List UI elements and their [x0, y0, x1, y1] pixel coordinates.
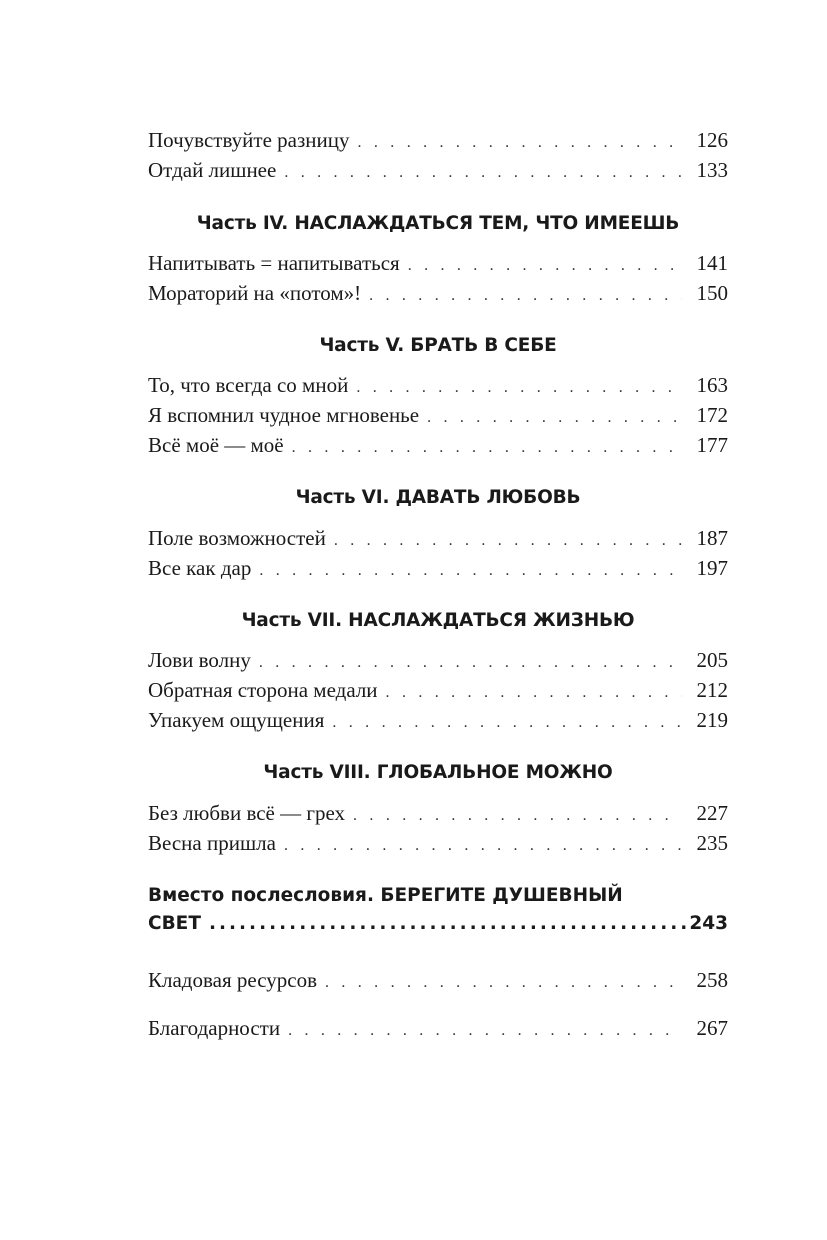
dot-leader	[332, 708, 682, 738]
toc-entry-page: 267	[696, 1016, 728, 1040]
toc-entry-page: 212	[696, 678, 728, 702]
part-heading: Часть V. БРАТЬ В СЕБЕ	[319, 335, 557, 356]
dot-leader	[259, 648, 682, 678]
toc-entry[interactable]	[148, 278, 728, 308]
dot-leader	[408, 251, 682, 281]
toc-entry-title: Без любви всё — грех	[148, 801, 346, 825]
toc-entry-page: 150	[696, 281, 728, 305]
toc-entry-page: 205	[696, 648, 728, 672]
toc-entry-title: Все как дар	[148, 556, 252, 580]
toc-entry-page: 227	[696, 801, 728, 825]
toc-entry-title: Я вспомнил чудное мгновенье	[148, 403, 420, 427]
toc-entry-page: 141	[696, 251, 728, 275]
toc-entry-page: 187	[696, 526, 728, 550]
dot-leader	[284, 831, 682, 861]
afterword-entry[interactable]	[148, 882, 728, 938]
toc-entry[interactable]	[148, 645, 728, 675]
toc-entry[interactable]	[148, 248, 728, 278]
toc-entry-title: Весна пришла	[148, 831, 276, 855]
toc-entry-title: То, что всегда со мной	[148, 373, 349, 397]
toc-entry-page: 235	[696, 831, 728, 855]
afterword-title-line1: Вместо послесловия. БЕРЕГИТЕ ДУШЕВНЫЙ	[148, 885, 623, 906]
toc-entry[interactable]	[148, 523, 728, 553]
toc-entry[interactable]	[148, 370, 728, 400]
toc-entry-title: Поле возможностей	[148, 526, 326, 550]
afterword-title-line2: СВЕТ	[148, 913, 201, 934]
toc-entry-title: Почувствуйте разницу	[148, 128, 350, 152]
toc-entry[interactable]	[148, 965, 728, 995]
dot-leader	[386, 678, 682, 708]
dot-leader	[325, 968, 682, 998]
toc-entry[interactable]	[148, 400, 728, 430]
dot-leader	[358, 128, 683, 158]
dot-leader	[334, 526, 682, 556]
toc-entry[interactable]	[148, 125, 728, 155]
toc-entry[interactable]	[148, 828, 728, 858]
afterword-line2	[148, 910, 728, 938]
part-heading: Часть VI. ДАВАТЬ ЛЮБОВЬ	[295, 487, 581, 508]
toc-entry-title: Благодарности	[148, 1016, 281, 1040]
toc-entry-title: Всё моё — моё	[148, 433, 284, 457]
toc-entry-page: 177	[696, 433, 728, 457]
toc-entry-title: Обратная сторона медали	[148, 678, 378, 702]
toc-entry-page: 197	[696, 556, 728, 580]
toc-entry-page: 172	[696, 403, 728, 427]
toc-entry[interactable]	[148, 705, 728, 735]
toc-entry-page: 163	[696, 373, 728, 397]
toc-entry-page: 133	[696, 158, 728, 182]
toc-entry-title: Отдай лишнее	[148, 158, 277, 182]
dot-leader	[288, 1016, 682, 1046]
toc-entry-title: Напитывать = напитываться	[148, 251, 400, 275]
toc-entry-page: 219	[696, 708, 728, 732]
toc-entry[interactable]	[148, 155, 728, 185]
part-heading: Часть VIII. ГЛОБАЛЬНОЕ МОЖНО	[263, 762, 613, 783]
toc-entry-title: Кладовая ресурсов	[148, 968, 317, 992]
toc-entry-title: Лови волну	[148, 648, 251, 672]
dot-leader	[259, 556, 682, 586]
dot-leader	[292, 433, 682, 463]
toc-entry[interactable]	[148, 675, 728, 705]
dot-leader	[369, 281, 682, 311]
toc-entry[interactable]	[148, 798, 728, 828]
dot-leader	[427, 403, 682, 433]
afterword-page: 243	[689, 913, 728, 934]
toc-entry[interactable]	[148, 430, 728, 460]
dot-leader	[201, 910, 689, 938]
toc-entry-title: Упакуем ощущения	[148, 708, 325, 732]
part-heading: Часть IV. НАСЛАЖДАТЬСЯ ТЕМ, ЧТО ИМЕЕШЬ	[196, 213, 680, 234]
dot-leader	[356, 373, 682, 403]
toc-entry-page: 258	[696, 968, 728, 992]
toc-entry-title: Мораторий на «потом»!	[148, 281, 362, 305]
dot-leader	[284, 158, 682, 188]
dot-leader	[353, 801, 682, 831]
part-heading: Часть VII. НАСЛАЖДАТЬСЯ ЖИЗНЬЮ	[241, 610, 635, 631]
toc-entry[interactable]	[148, 553, 728, 583]
toc-entry-page: 126	[696, 128, 728, 152]
toc-entry[interactable]	[148, 1013, 728, 1043]
